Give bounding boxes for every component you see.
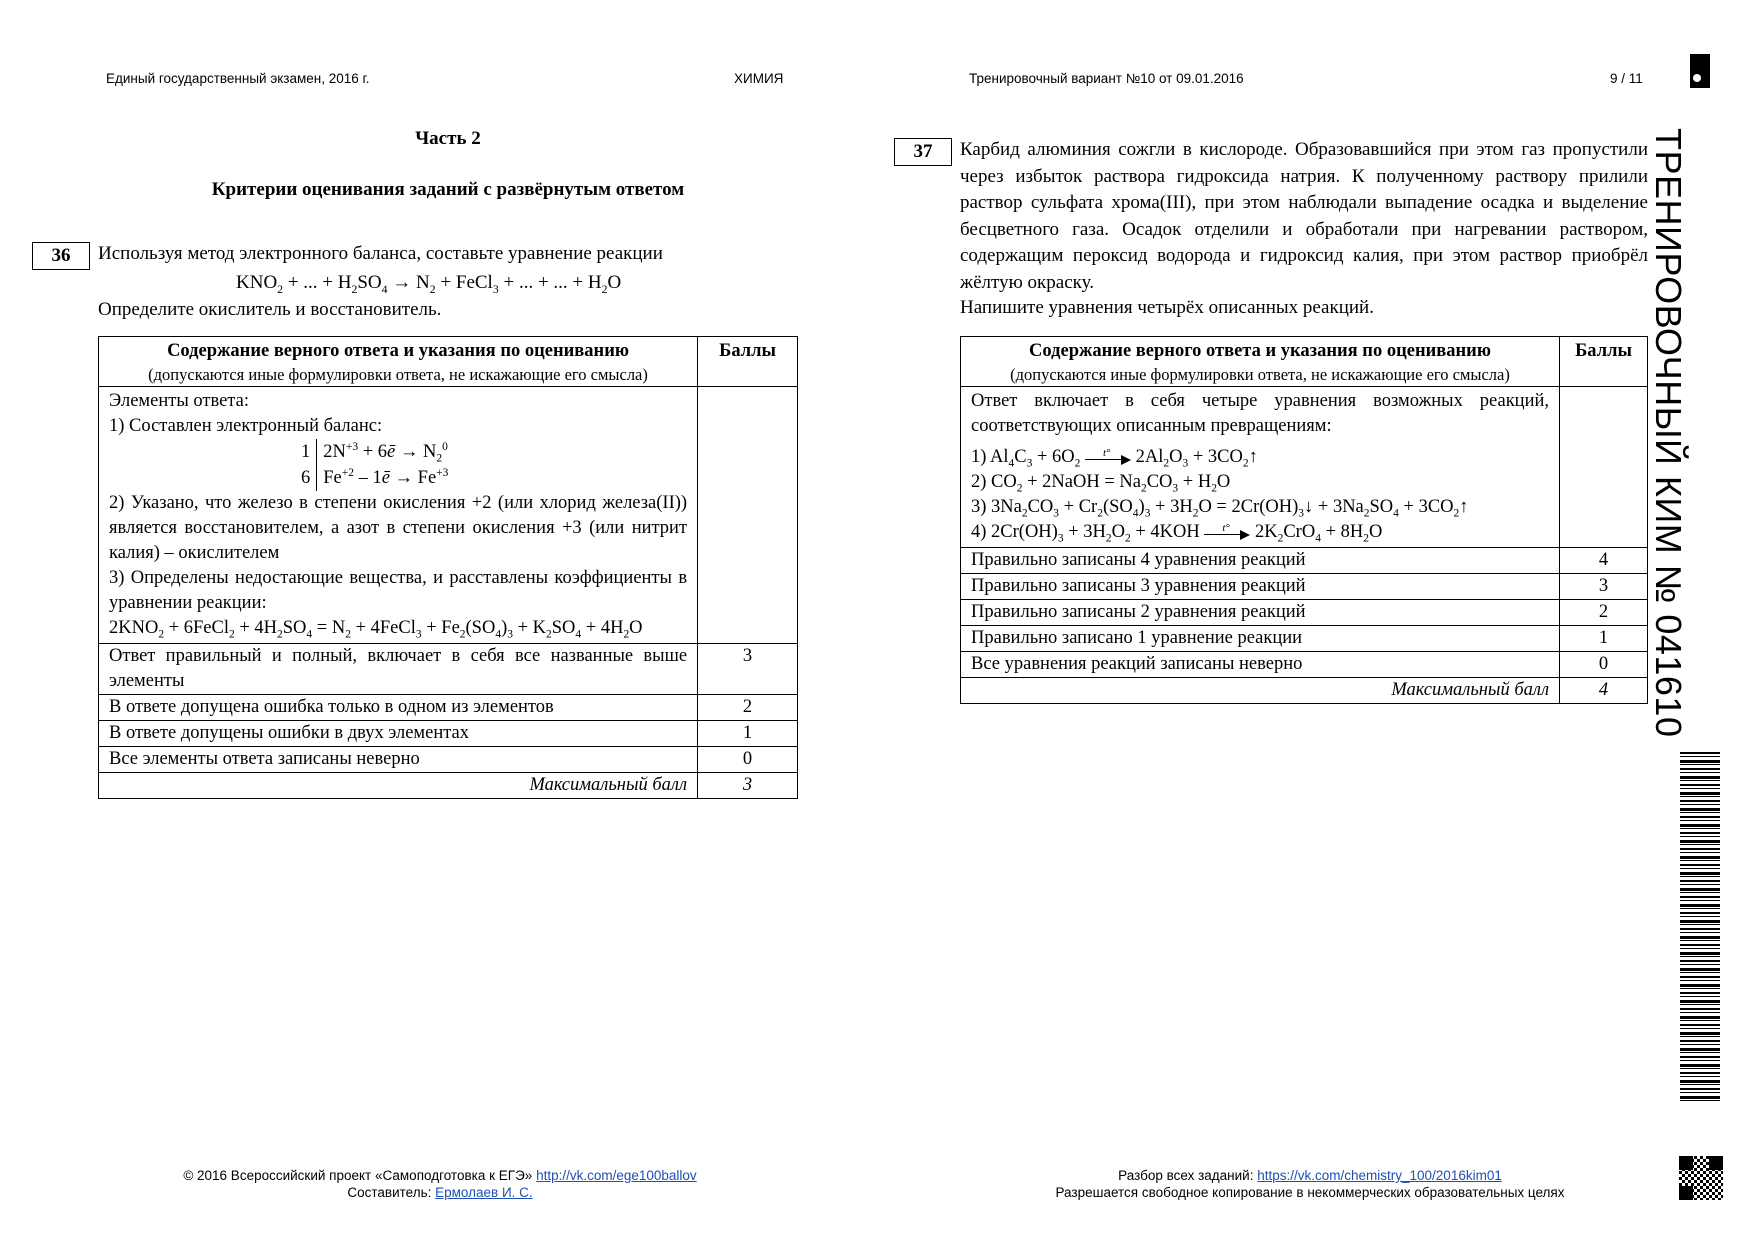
footer-right: Разбор всех заданий: https://vk.com/chemistry_100/2016kim01 Разрешается свободное копирование в некоммерческих образовательных целях xyxy=(1055,1168,1565,1200)
answer-equations: Ответ включает в себя четыре уравнения возможных реакций, соответствующих описанным превращениям: 1) $Al_4C_3 + 6O_2$ t° $2Al_2O_3$ + $3CO_2↑$ 2) $CO_2$ + 2NaOH = $Na_2CO_3 + H_2O$ 3) $3Na_2CO_3 + Cr_2(SO_4)_3 + 3H_2O$ = $2Cr(OH)_3↓ + 3Na_2SO_4$ + $3CO_2↑$ 4) $2Cr(OH)_3 + 3H_2O_2 + 4KOH$ t° $2K_2CrO_4 + 8H_2O$ xyxy=(961,387,1560,548)
solutions-link[interactable]: https://vk.com/chemistry_100/2016kim01 xyxy=(1257,1168,1502,1183)
score-row: Правильно записаны 2 уравнения реакций 2 xyxy=(961,600,1648,626)
max-score-row: Максимальный балл 4 xyxy=(961,678,1648,704)
score-row: Все уравнения реакций записаны неверно 0 xyxy=(961,652,1648,678)
equation-3: 3) $3Na_2CO_3 + Cr_2(SO_4)_3 + 3H_2O$ = $2Cr(OH)_3↓ + 3Na_2SO_4$ + $3CO_2↑$ xyxy=(971,497,1469,520)
question-36-intro: Используя метод электронного баланса, составьте уравнение реакции xyxy=(98,243,663,264)
qr-code-icon xyxy=(1679,1156,1723,1200)
criteria-header: Содержание верного ответа и указания по оцениванию (допускаются иные формулировки ответа, не искажающие его смысла) xyxy=(961,337,1560,387)
answer-elements: Элементы ответа: 1) Составлен электронный баланс: 1 6 $2N^{+3}$ + 6ē → $N_2^0$ $Fe^{+2}$ – 1ē → $Fe^{+3}$ 2) Указано, что железо в степени окисления +2 (или хлорид железа(II)) является восстановителем, а азот в степени окисления +3 (или нитрит калия) – окислителем 3) Определены недостающие вещества, и расставлены коэффициенты в уравнении реакции: $2KNO_2$ + 6FeCl$_2$ + $4H_2SO_4 = N_2$ + 4FeCl$_3$ + $Fe_2(SO_4)_3 + K_2SO_4 + 4H_2O$ xyxy=(99,387,698,644)
score-row: В ответе допущена ошибка только в одном из элементов 2 xyxy=(99,695,798,721)
balanced-equation: $2KNO_2$ + 6FeCl$_2$ + $4H_2SO_4 = N_2$ + 4FeCl$_3$ + $Fe_2(SO_4)_3 + K_2SO_4 + 4H_2O$ xyxy=(109,618,643,641)
author-link[interactable]: Ермолаев И. С. xyxy=(435,1185,533,1200)
equation-4: 4) $2Cr(OH)_3 + 3H_2O_2 + 4KOH$ t° $2K_2CrO_4 + 8H_2O$ xyxy=(971,521,1383,545)
score-row: Правильно записаны 3 уравнения реакций 3 xyxy=(961,574,1648,600)
equation-1: 1) $Al_4C_3 + 6O_2$ t° $2Al_2O_3$ + $3CO_2↑$ xyxy=(971,446,1258,470)
header-variant: Тренировочный вариант №10 от 09.01.2016 xyxy=(969,71,1244,86)
answer-elements-row xyxy=(961,387,1648,548)
question-36-outro: Определите окислитель и восстановитель. xyxy=(98,299,442,320)
vk-project-link[interactable]: http://vk.com/ege100ballov xyxy=(536,1168,697,1183)
table-header-row xyxy=(99,337,798,387)
question-37-criteria-table xyxy=(960,336,1648,704)
criteria-header: Содержание верного ответа и указания по оцениванию (допускаются иные формулировки ответа, не искажающие его смысла) xyxy=(99,337,698,387)
score-row: Все элементы ответа записаны неверно 0 xyxy=(99,747,798,773)
score-header: Баллы xyxy=(698,337,798,387)
electron-balance: 1 6 $2N^{+3}$ + 6ē → $N_2^0$ $Fe^{+2}$ – 1ē → $Fe^{+3}$ xyxy=(301,439,687,491)
question-37-text: Карбид алюминия сожгли в кислороде. Образовавшийся при этом газ пропустили через избыток раствора гидроксида натрия. К полученному раствору прилили раствор сульфата хрома(III), при этом наблюдали выпадение осадка и выделение бесцветного газа. Осадок отделили и обработали при нагревании раствором, содержащим пероксид водорода и гидроксид калия, при этом раствор приобрёл жёлтую окраску. xyxy=(960,139,1648,293)
footer-left: © 2016 Всероссийский проект «Самоподготовка к ЕГЭ» http://vk.com/ege100ballov Составитель: Ермолаев И. С. xyxy=(183,1168,697,1200)
vertical-kim-label: ТРЕНИРОВОЧНЫЙ КИМ № 041610 xyxy=(1648,128,1689,738)
max-score-row: Максимальный балл 3 xyxy=(99,773,798,799)
barcode-icon xyxy=(1680,752,1720,1102)
table-header-row xyxy=(961,337,1648,387)
question-36-criteria-table xyxy=(98,336,798,799)
exam-logo-icon xyxy=(1690,54,1710,88)
question-36-number: 36 xyxy=(32,242,90,270)
equation-2: 2) $CO_2$ + 2NaOH = $Na_2CO_3 + H_2O$ xyxy=(971,472,1231,495)
header-exam: Единый государственный экзамен, 2016 г. xyxy=(106,71,370,86)
answer-elements-row xyxy=(99,387,798,644)
question-37-number: 37 xyxy=(894,138,952,166)
score-row: Правильно записаны 4 уравнения реакций 4 xyxy=(961,548,1648,574)
part-subtitle: Критерии оценивания заданий с развёрнутым ответом xyxy=(211,179,685,200)
header-subject: ХИМИЯ xyxy=(734,71,784,86)
question-37-task: Напишите уравнения четырёх описанных реакций. xyxy=(960,297,1374,318)
score-row: Правильно записано 1 уравнение реакции 1 xyxy=(961,626,1648,652)
score-header: Баллы xyxy=(1560,337,1648,387)
question-36-equation: $KNO_2$ + ... + $H_2SO_4 \to N_2$ + FeCl$_3$ + ... + ... + $H_2O$ xyxy=(236,272,622,296)
score-row: Ответ правильный и полный, включает в себя все названные выше элементы 3 xyxy=(99,644,798,695)
part-title: Часть 2 xyxy=(415,128,481,149)
score-row: В ответе допущены ошибки в двух элементах 1 xyxy=(99,721,798,747)
header-page-number: 9 / 11 xyxy=(1610,71,1643,86)
